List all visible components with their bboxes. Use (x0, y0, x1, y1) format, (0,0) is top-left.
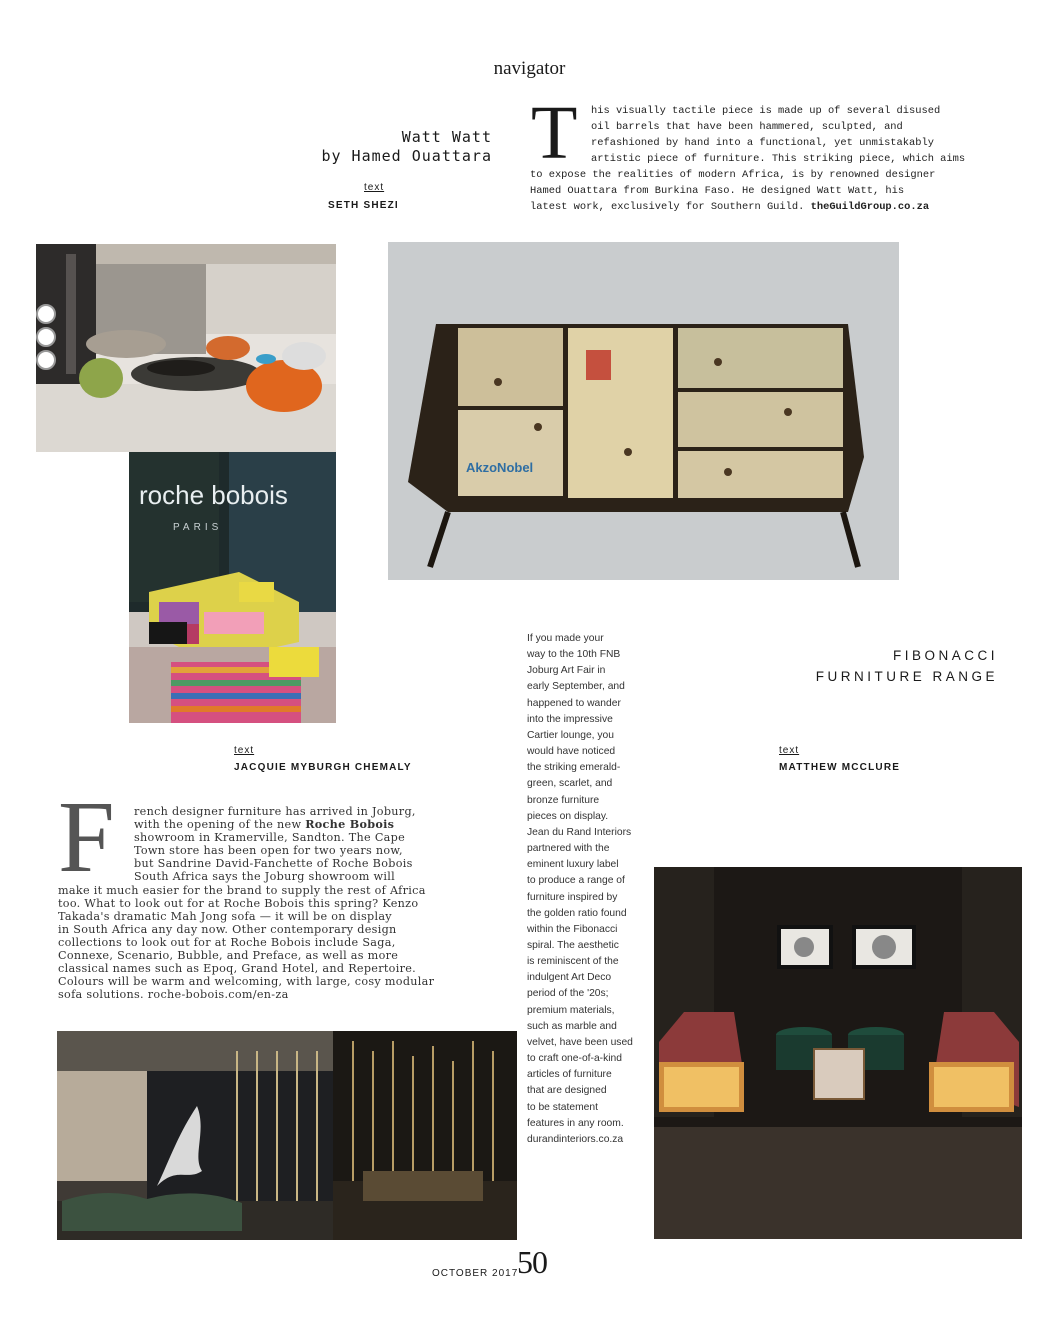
roche-line-2 (134, 818, 394, 831)
watt-line-7 (530, 200, 929, 216)
footer-date: OCTOBER 2017 (432, 1268, 519, 1279)
fib-line: eminent luxury label (527, 859, 619, 871)
fib-line: within the Fibonacci (527, 923, 618, 935)
watt-article-title (250, 128, 492, 166)
fib-line: Joburg Art Fair in (527, 665, 606, 677)
watt-dropcap: T (531, 91, 578, 175)
watt-credit-label: text (364, 182, 385, 193)
page-number: 50 (517, 1244, 547, 1280)
watt-line-2: oil barrels that have been hammered, sculpted, and (591, 121, 903, 133)
roche-line-2-text: with the opening of the new (134, 818, 306, 831)
roche-line-4: Town store has been open for two years now, (134, 844, 403, 857)
fibonacci-credit-name: MATTHEW MCCLURE (779, 762, 901, 773)
watt-line-5: to expose the realities of modern Africa, is by renowned designer (530, 169, 936, 181)
fib-line: articles of furniture (527, 1069, 612, 1081)
roche-line-3: showroom in Kramerville, Sandton. The Cape (134, 831, 406, 844)
fib-line: furniture inspired by (527, 891, 618, 903)
section-title: navigator (493, 58, 566, 79)
roche-line-11: collections to look out for at Roche Bobois include Saga, (58, 936, 396, 949)
roche-bobois-sign: roche bobois (139, 480, 288, 510)
fib-line: to craft one-of-a-kind (527, 1053, 623, 1065)
fib-line: premium materials, (527, 1004, 615, 1016)
fib-line: period of the '20s; (527, 988, 609, 1000)
fibonacci-credit-label: text (779, 745, 800, 756)
fib-line: way to the 10th FNB (527, 649, 621, 661)
fib-line: such as marble and (527, 1020, 617, 1032)
roche-line-9: Takada's dramatic Mah Jong sofa — it will be on display (58, 910, 392, 923)
watt-title-line1: Watt Watt (401, 128, 492, 146)
showroom-bubble-sofa-photo (36, 244, 336, 452)
roche-line-10: in South Africa any day now. Other contemporary design (58, 923, 397, 936)
roche-bobois-showroom-photo (129, 452, 336, 723)
fib-line: velvet, have been used (527, 1036, 633, 1048)
fib-line: indulgent Art Deco (527, 972, 612, 984)
fib-line: spiral. The aesthetic (527, 939, 619, 951)
fib-line: that are designed (527, 1085, 607, 1097)
fib-line: If you made your (527, 633, 604, 644)
fib-line: the golden ratio found (527, 907, 627, 919)
roche-line-8: too. What to look out for at Roche Bobois this spring? Kenzo (58, 897, 419, 910)
watt-line-7-text: latest work, exclusively for Southern Guild. (530, 201, 805, 213)
roche-line-13: classical names such as Epoq, Grand Hotel, and Repertoire. (58, 962, 417, 975)
watt-watt-cabinet-photo (388, 242, 899, 580)
akzonobel-label: AkzoNobel (466, 460, 534, 475)
fib-line: the striking emerald- (527, 762, 621, 774)
roche-line-14: Colours will be warm and welcoming, with large, cosy modular (58, 975, 435, 988)
watt-link[interactable]: theGuildGroup.co.za (810, 201, 930, 213)
roche-brand: Roche Bobois (305, 817, 395, 831)
fib-line: to produce a range of (527, 875, 625, 887)
cartier-lounge-photo-left (57, 1031, 333, 1240)
cartier-lounge-photo-right (333, 1031, 517, 1240)
fib-line: bronze furniture (527, 794, 600, 806)
watt-credit-name: SETH SHEZI (328, 200, 399, 211)
fib-line: pieces on display. (527, 810, 609, 822)
fibonacci-title (800, 645, 998, 687)
watt-line-6: Hamed Ouattara from Burkina Faso. He designed Watt Watt, his (530, 185, 905, 197)
watt-line-1: his visually tactile piece is made up of several disused (591, 105, 941, 117)
roche-line-6: South Africa says the Joburg showroom will (134, 870, 396, 883)
fibonacci-title-line1: FIBONACCI (892, 648, 998, 663)
roche-line-15: sofa solutions. roche-bobois.com/en-za (58, 988, 289, 1001)
fib-line: features in any room. (527, 1117, 624, 1129)
fibonacci-body-column (527, 631, 637, 1148)
fibonacci-title-line2: FURNITURE RANGE (815, 669, 998, 684)
roche-bobois-sign-sub: PARIS (173, 522, 223, 533)
fib-line: early September, and (527, 681, 625, 693)
fibonacci-lounge-photo (654, 867, 1022, 1239)
roche-credit-name: JACQUIE MYBURGH CHEMALY (234, 762, 412, 773)
fib-line: into the impressive (527, 713, 613, 725)
roche-dropcap: F (58, 781, 115, 894)
fib-line: to be statement (527, 1101, 598, 1113)
watt-line-4: artistic piece of furniture. This striking piece, which aims (591, 153, 966, 165)
fib-line: is reminiscent of the (527, 956, 619, 968)
fib-line: green, scarlet, and (527, 778, 613, 790)
roche-line-12: Connexe, Scenario, Bubble, and Preface, as well as more (58, 949, 399, 962)
fib-line: happened to wander (527, 697, 621, 709)
roche-credit-label: text (234, 745, 255, 756)
fib-line: Cartier lounge, you (527, 729, 615, 741)
fib-line: would have noticed (527, 746, 616, 758)
watt-line-3: refashioned by hand into a functional, yet unmistakably (591, 137, 934, 149)
roche-line-1: rench designer furniture has arrived in Joburg, (134, 805, 416, 818)
roche-line-5: but Sandrine David-Fanchette of Roche Bobois (134, 857, 413, 870)
fib-line: Jean du Rand Interiors (527, 826, 632, 838)
fib-link[interactable]: durandinteriors.co.za (527, 1133, 624, 1145)
roche-line-7: make it much easier for the brand to supply the rest of Africa (58, 884, 426, 897)
watt-title-line2: by Hamed Ouattara (321, 147, 492, 165)
fib-line: partnered with the (527, 843, 610, 855)
